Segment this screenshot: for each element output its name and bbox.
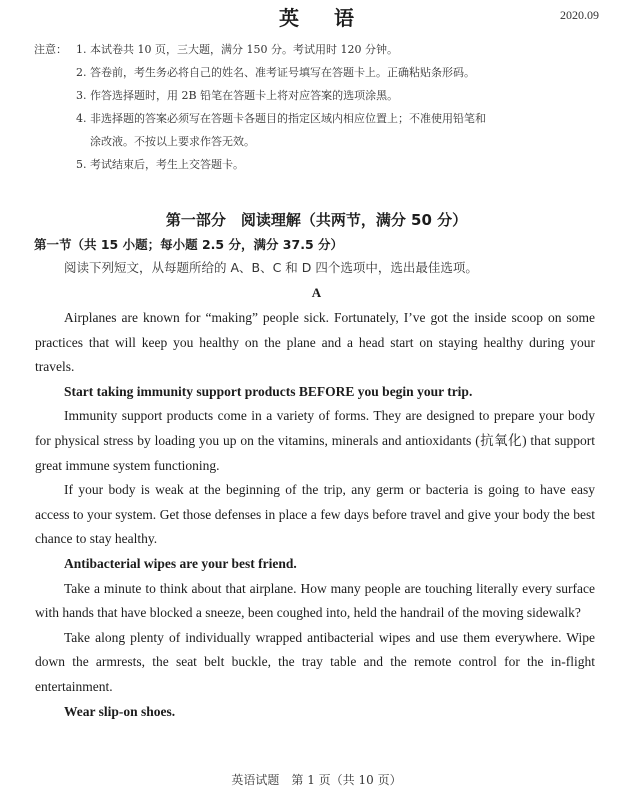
note-text: 4. 非选择题的答案必须写在答题卡各题目的指定区域内相应位置上；不准使用铅笔和 xyxy=(76,112,486,125)
note-text: 涂改液。不按以上要求作答无效。 xyxy=(90,135,255,148)
paragraph: If your body is weak at the beginning of the trip, any germ or bacteria is going to have easy access to your system. Get those defenses in place a few days before travel and give your body the best chance to stay healthy. xyxy=(35,482,595,547)
note-item xyxy=(34,109,604,129)
section-instruction: 阅读下列短文，从每题所给的 A、B、C 和 D 四个选项中，选出最佳选项。 xyxy=(64,260,478,275)
subsection-heading: 第一节（共 15 小题；每小题 2.5 分，满分 37.5 分） xyxy=(34,237,343,252)
note-text: 5. 考试结束后，考生上交答题卡。 xyxy=(76,158,244,171)
note-item xyxy=(34,63,604,83)
paragraph: Take a minute to think about that airplane. How many people are touching literally every surface with hands that have blocked a sneeze, been coughed into, held the handrail of the moving sidewalk? xyxy=(35,580,595,621)
exam-title: 英 语 xyxy=(279,6,368,30)
note-text: 1. 本试卷共 10 页，三大题，满分 150 分。考试用时 120 分钟。 xyxy=(76,43,398,56)
subheading: Start taking immunity support products BEFORE you begin your trip. xyxy=(64,383,473,399)
exam-date: 2020.09 xyxy=(560,8,599,22)
subheading: Wear slip-on shoes. xyxy=(64,703,176,719)
note-text: 2. 答卷前，考生务必将自己的姓名、准考证号填写在答题卡上。正确粘贴条形码。 xyxy=(76,66,475,79)
note-item-continuation xyxy=(34,132,604,152)
page-footer: 英语试题 第 1 页（共 10 页） xyxy=(231,773,402,787)
notes-block xyxy=(34,40,604,178)
paragraph: Immunity support products come in a variety of forms. They are designed to prepare your body for physical stress by loading you up on the vitamins, minerals and antioxidants (抗氧化) that support great immune system functioning. xyxy=(35,408,595,473)
note-item xyxy=(34,155,604,175)
paragraph: Take along plenty of individually wrapped antibacterial wipes and use them everywhere. Wipe down the armrests, the seat belt buckle, the tray table and the remote control for the in-flight entertainment. xyxy=(35,629,595,694)
section-heading: 第一部分 阅读理解（共两节，满分 50 分） xyxy=(165,211,468,229)
note-text: 3. 作答选择题时，用 2B 铅笔在答题卡上将对应答案的选项涂黑。 xyxy=(76,89,399,102)
note-item xyxy=(34,40,604,60)
passage-body xyxy=(35,306,595,724)
passage-label: A xyxy=(311,285,322,300)
notes-label: 注意： xyxy=(34,43,67,56)
subheading: Antibacterial wipes are your best friend. xyxy=(64,555,297,571)
note-item xyxy=(34,86,604,106)
paragraph: Airplanes are known for “making” people sick. Fortunately, I’ve got the inside scoop on some practices that will keep you healthy on the plane and a head start on staying healthy during your travels. xyxy=(35,310,595,375)
